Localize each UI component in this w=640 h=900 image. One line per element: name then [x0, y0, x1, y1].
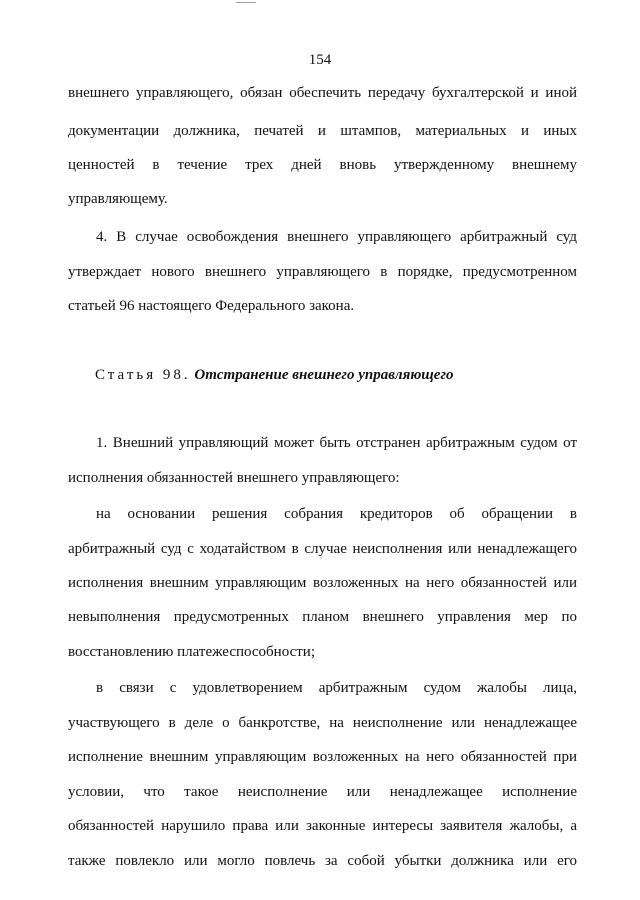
- page-number: 154: [308, 52, 332, 68]
- text-line: 1. Внешний управляющий может быть отстранен арбитражным судом от: [96, 435, 577, 451]
- text-line: условии, что такое неисполнение или ненадлежащее исполнение: [68, 784, 577, 800]
- text-line: в связи с удовлетворением арбитражным судом жалобы лица,: [96, 680, 577, 696]
- scan-artifact: [236, 2, 256, 3]
- text-line: утверждает нового внешнего управляющего в порядке, предусмотренном: [68, 264, 577, 280]
- article-heading: [95, 366, 453, 384]
- text-line: исполнения обязанностей внешнего управляющего:: [68, 470, 400, 486]
- text-line: восстановлению платежеспособности;: [68, 644, 315, 660]
- text-line: на основании решения собрания кредиторов об обращении в: [96, 506, 577, 522]
- text-line: невыполнения предусмотренных планом внешнего управления мер по: [68, 609, 577, 625]
- text-line: управляющему.: [68, 191, 168, 207]
- article-label: Статья 98.: [95, 367, 191, 383]
- text-line: участвующего в деле о банкротстве, на неисполнение или ненадлежащее: [68, 715, 577, 731]
- text-line: также повлекло или могло повлечь за собой убытки должника или его: [68, 853, 577, 869]
- text-line: исполнение внешним управляющим возложенных на него обязанностей при: [68, 749, 577, 765]
- text-line: 4. В случае освобождения внешнего управляющего арбитражный суд: [96, 229, 577, 245]
- article-title: Отстранение внешнего управляющего: [194, 367, 454, 383]
- text-line: статьей 96 настоящего Федерального закона.: [68, 298, 355, 314]
- text-line: арбитражный суд с ходатайством в случае неисполнения или ненадлежащего: [68, 541, 577, 557]
- text-line: ценностей в течение трех дней вновь утвержденному внешнему: [68, 157, 577, 173]
- text-line: внешнего управляющего, обязан обеспечить передачу бухгалтерской и иной: [68, 85, 577, 101]
- text-line: исполнения внешним управляющим возложенных на него обязанностей или: [68, 575, 577, 591]
- text-line: обязанностей нарушило права или законные интересы заявителя жалобы, а: [68, 818, 577, 834]
- text-line: документации должника, печатей и штампов, материальных и иных: [68, 123, 577, 139]
